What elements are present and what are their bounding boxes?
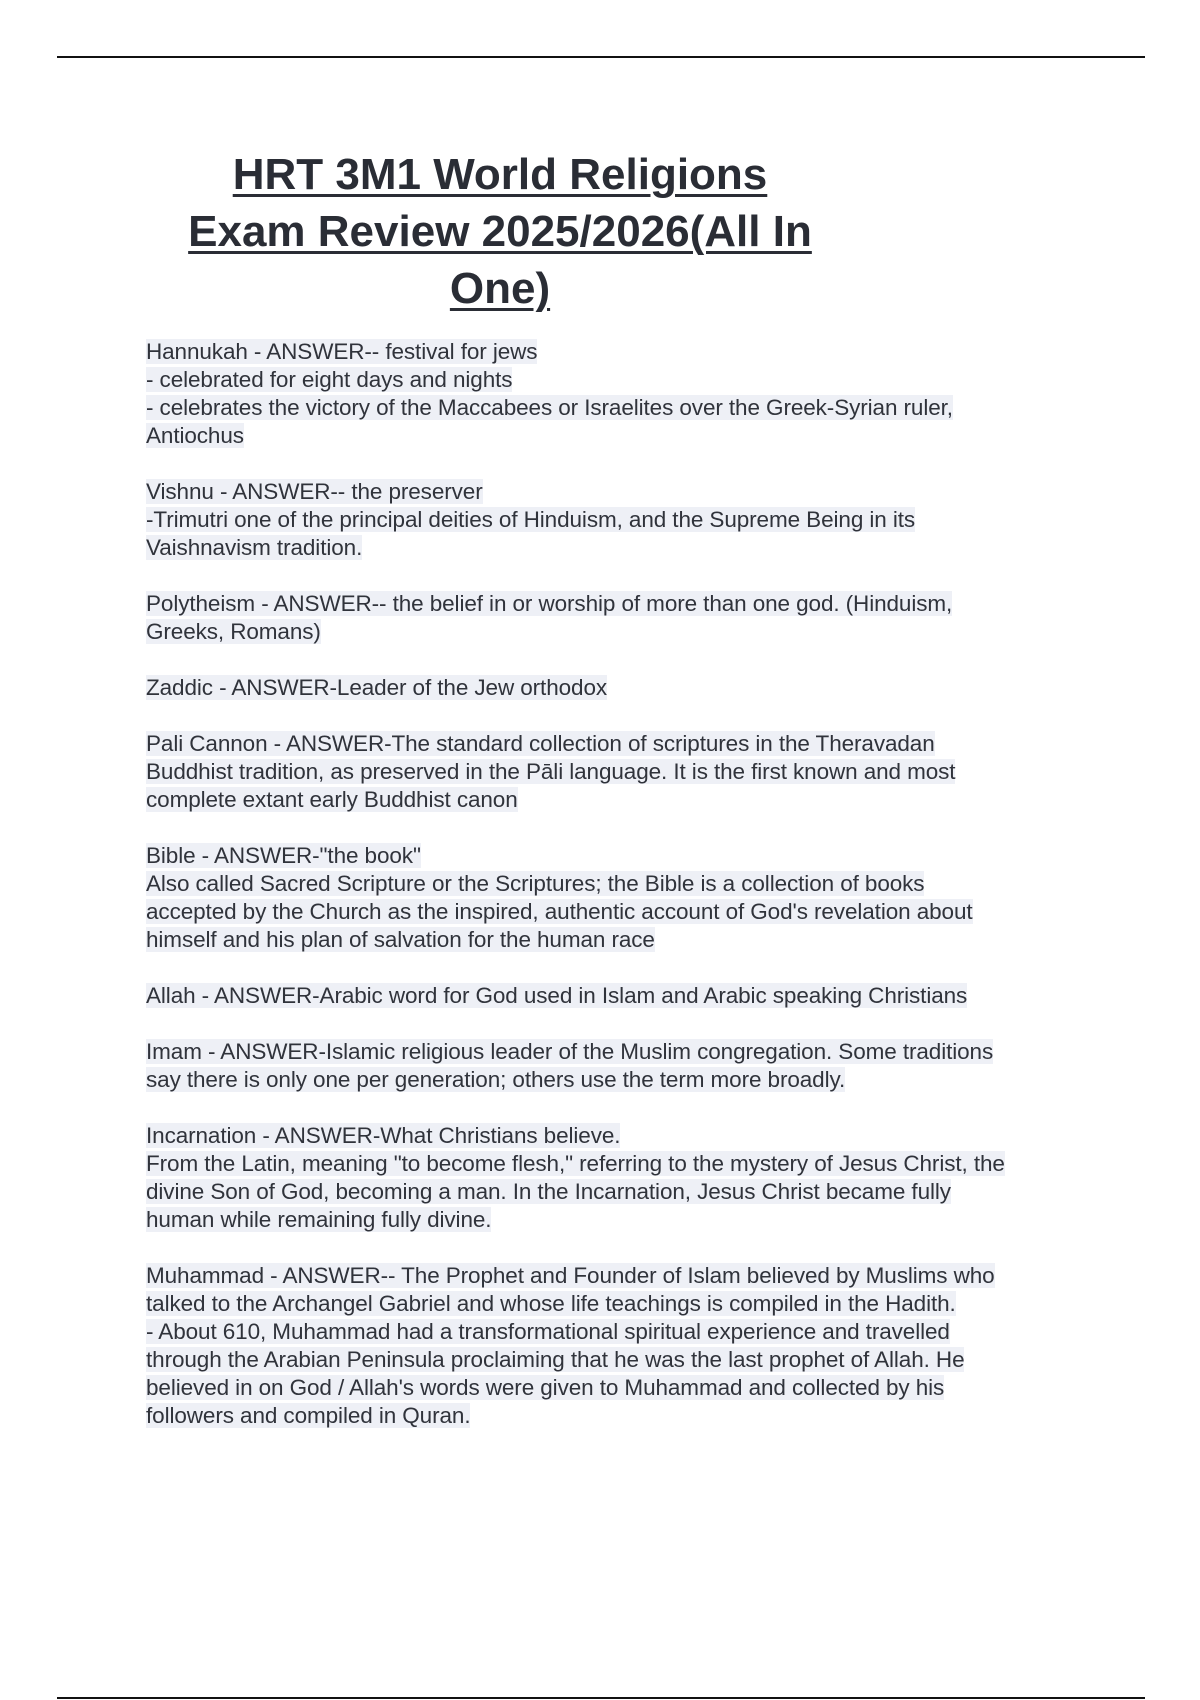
entry-line	[146, 366, 1096, 394]
entry-line	[146, 1178, 1096, 1206]
entry-line	[146, 1374, 1096, 1402]
qa-entry	[146, 338, 1096, 450]
entry-line	[146, 1150, 1096, 1178]
entry-line-text: - celebrated for eight days and nights	[146, 367, 513, 392]
entry-line	[146, 1318, 1096, 1346]
entry-line	[146, 1206, 1096, 1234]
entry-line	[146, 870, 1096, 898]
entry-line-text: through the Arabian Peninsula proclaiming that he was the last prophet of Allah. He	[146, 1347, 965, 1372]
qa-entry	[146, 1038, 1096, 1094]
entry-line	[146, 842, 1096, 870]
entry-line-text: Vaishnavism tradition.	[146, 535, 363, 560]
entry-line-text: Vishnu - ANSWER-- the preserver	[146, 479, 483, 504]
entry-line-text: Hannukah - ANSWER-- festival for jews	[146, 339, 538, 364]
entry-line-text: Polytheism - ANSWER-- the belief in or worship of more than one god. (Hinduism,	[146, 591, 953, 616]
entry-line	[146, 1262, 1096, 1290]
entry-line-text: himself and his plan of salvation for the human race	[146, 927, 655, 952]
entry-line-text: Imam - ANSWER-Islamic religious leader of the Muslim congregation. Some traditions	[146, 1039, 994, 1064]
entry-line-text: Allah - ANSWER-Arabic word for God used in Islam and Arabic speaking Christians	[146, 983, 968, 1008]
title-line-2: Exam Review 2025/2026(All In	[188, 207, 812, 256]
entry-line-text: divine Son of God, becoming a man. In the Incarnation, Jesus Christ became fully	[146, 1179, 951, 1204]
qa-entry	[146, 674, 1096, 702]
document-title	[120, 146, 880, 317]
entry-line-text: Incarnation - ANSWER-What Christians believe.	[146, 1123, 621, 1148]
entry-line-text: believed in on God / Allah's words were given to Muhammad and collected by his	[146, 1375, 945, 1400]
bottom-divider	[57, 1697, 1145, 1699]
entry-line	[146, 1346, 1096, 1374]
title-line-3: One)	[449, 264, 551, 313]
entry-line	[146, 394, 1096, 422]
entry-line-text: complete extant early Buddhist canon	[146, 787, 518, 812]
qa-entry	[146, 730, 1096, 814]
entry-line-text: Also called Sacred Scripture or the Scriptures; the Bible is a collection of books	[146, 871, 925, 896]
entry-line	[146, 1038, 1096, 1066]
entry-line	[146, 478, 1096, 506]
qa-entry	[146, 1122, 1096, 1234]
entry-line	[146, 758, 1096, 786]
qa-list	[146, 338, 1096, 1458]
qa-entry	[146, 590, 1096, 646]
title-line-1: HRT 3M1 World Religions	[232, 150, 768, 199]
entry-line	[146, 338, 1096, 366]
entry-line-text: Bible - ANSWER-"the book"	[146, 843, 421, 868]
entry-line	[146, 590, 1096, 618]
entry-line	[146, 1402, 1096, 1430]
entry-line-text: Pali Cannon - ANSWER-The standard collection of scriptures in the Theravadan	[146, 731, 935, 756]
entry-line-text: accepted by the Church as the inspired, authentic account of God's revelation about	[146, 899, 973, 924]
entry-line	[146, 730, 1096, 758]
entry-line	[146, 506, 1096, 534]
entry-line-text: Buddhist tradition, as preserved in the Pāli language. It is the first known and most	[146, 759, 956, 784]
entry-line	[146, 898, 1096, 926]
entry-line-text: - About 610, Muhammad had a transformational spiritual experience and travelled	[146, 1319, 950, 1344]
entry-line	[146, 534, 1096, 562]
entry-line	[146, 674, 1096, 702]
entry-line-text: human while remaining fully divine.	[146, 1207, 492, 1232]
entry-line	[146, 926, 1096, 954]
entry-line-text: - celebrates the victory of the Maccabees or Israelites over the Greek-Syrian ruler,	[146, 395, 953, 420]
entry-line	[146, 982, 1096, 1010]
entry-line-text: Muhammad - ANSWER-- The Prophet and Founder of Islam believed by Muslims who	[146, 1263, 995, 1288]
entry-line	[146, 786, 1096, 814]
entry-line	[146, 1290, 1096, 1318]
entry-line	[146, 618, 1096, 646]
entry-line	[146, 422, 1096, 450]
entry-line-text: Greeks, Romans)	[146, 619, 321, 644]
entry-line-text: say there is only one per generation; others use the term more broadly.	[146, 1067, 846, 1092]
qa-entry	[146, 478, 1096, 562]
entry-line-text: Zaddic - ANSWER-Leader of the Jew orthodox	[146, 675, 608, 700]
qa-entry	[146, 982, 1096, 1010]
entry-line-text: followers and compiled in Quran.	[146, 1403, 471, 1428]
entry-line-text: Antiochus	[146, 423, 244, 448]
entry-line-text: From the Latin, meaning "to become flesh," referring to the mystery of Jesus Christ, the	[146, 1151, 1005, 1176]
entry-line	[146, 1122, 1096, 1150]
entry-line	[146, 1066, 1096, 1094]
qa-entry	[146, 842, 1096, 954]
entry-line-text: -Trimutri one of the principal deities of Hinduism, and the Supreme Being in its	[146, 507, 916, 532]
qa-entry	[146, 1262, 1096, 1430]
entry-line-text: talked to the Archangel Gabriel and whose life teachings is compiled in the Hadith.	[146, 1291, 956, 1316]
top-divider	[57, 56, 1145, 58]
